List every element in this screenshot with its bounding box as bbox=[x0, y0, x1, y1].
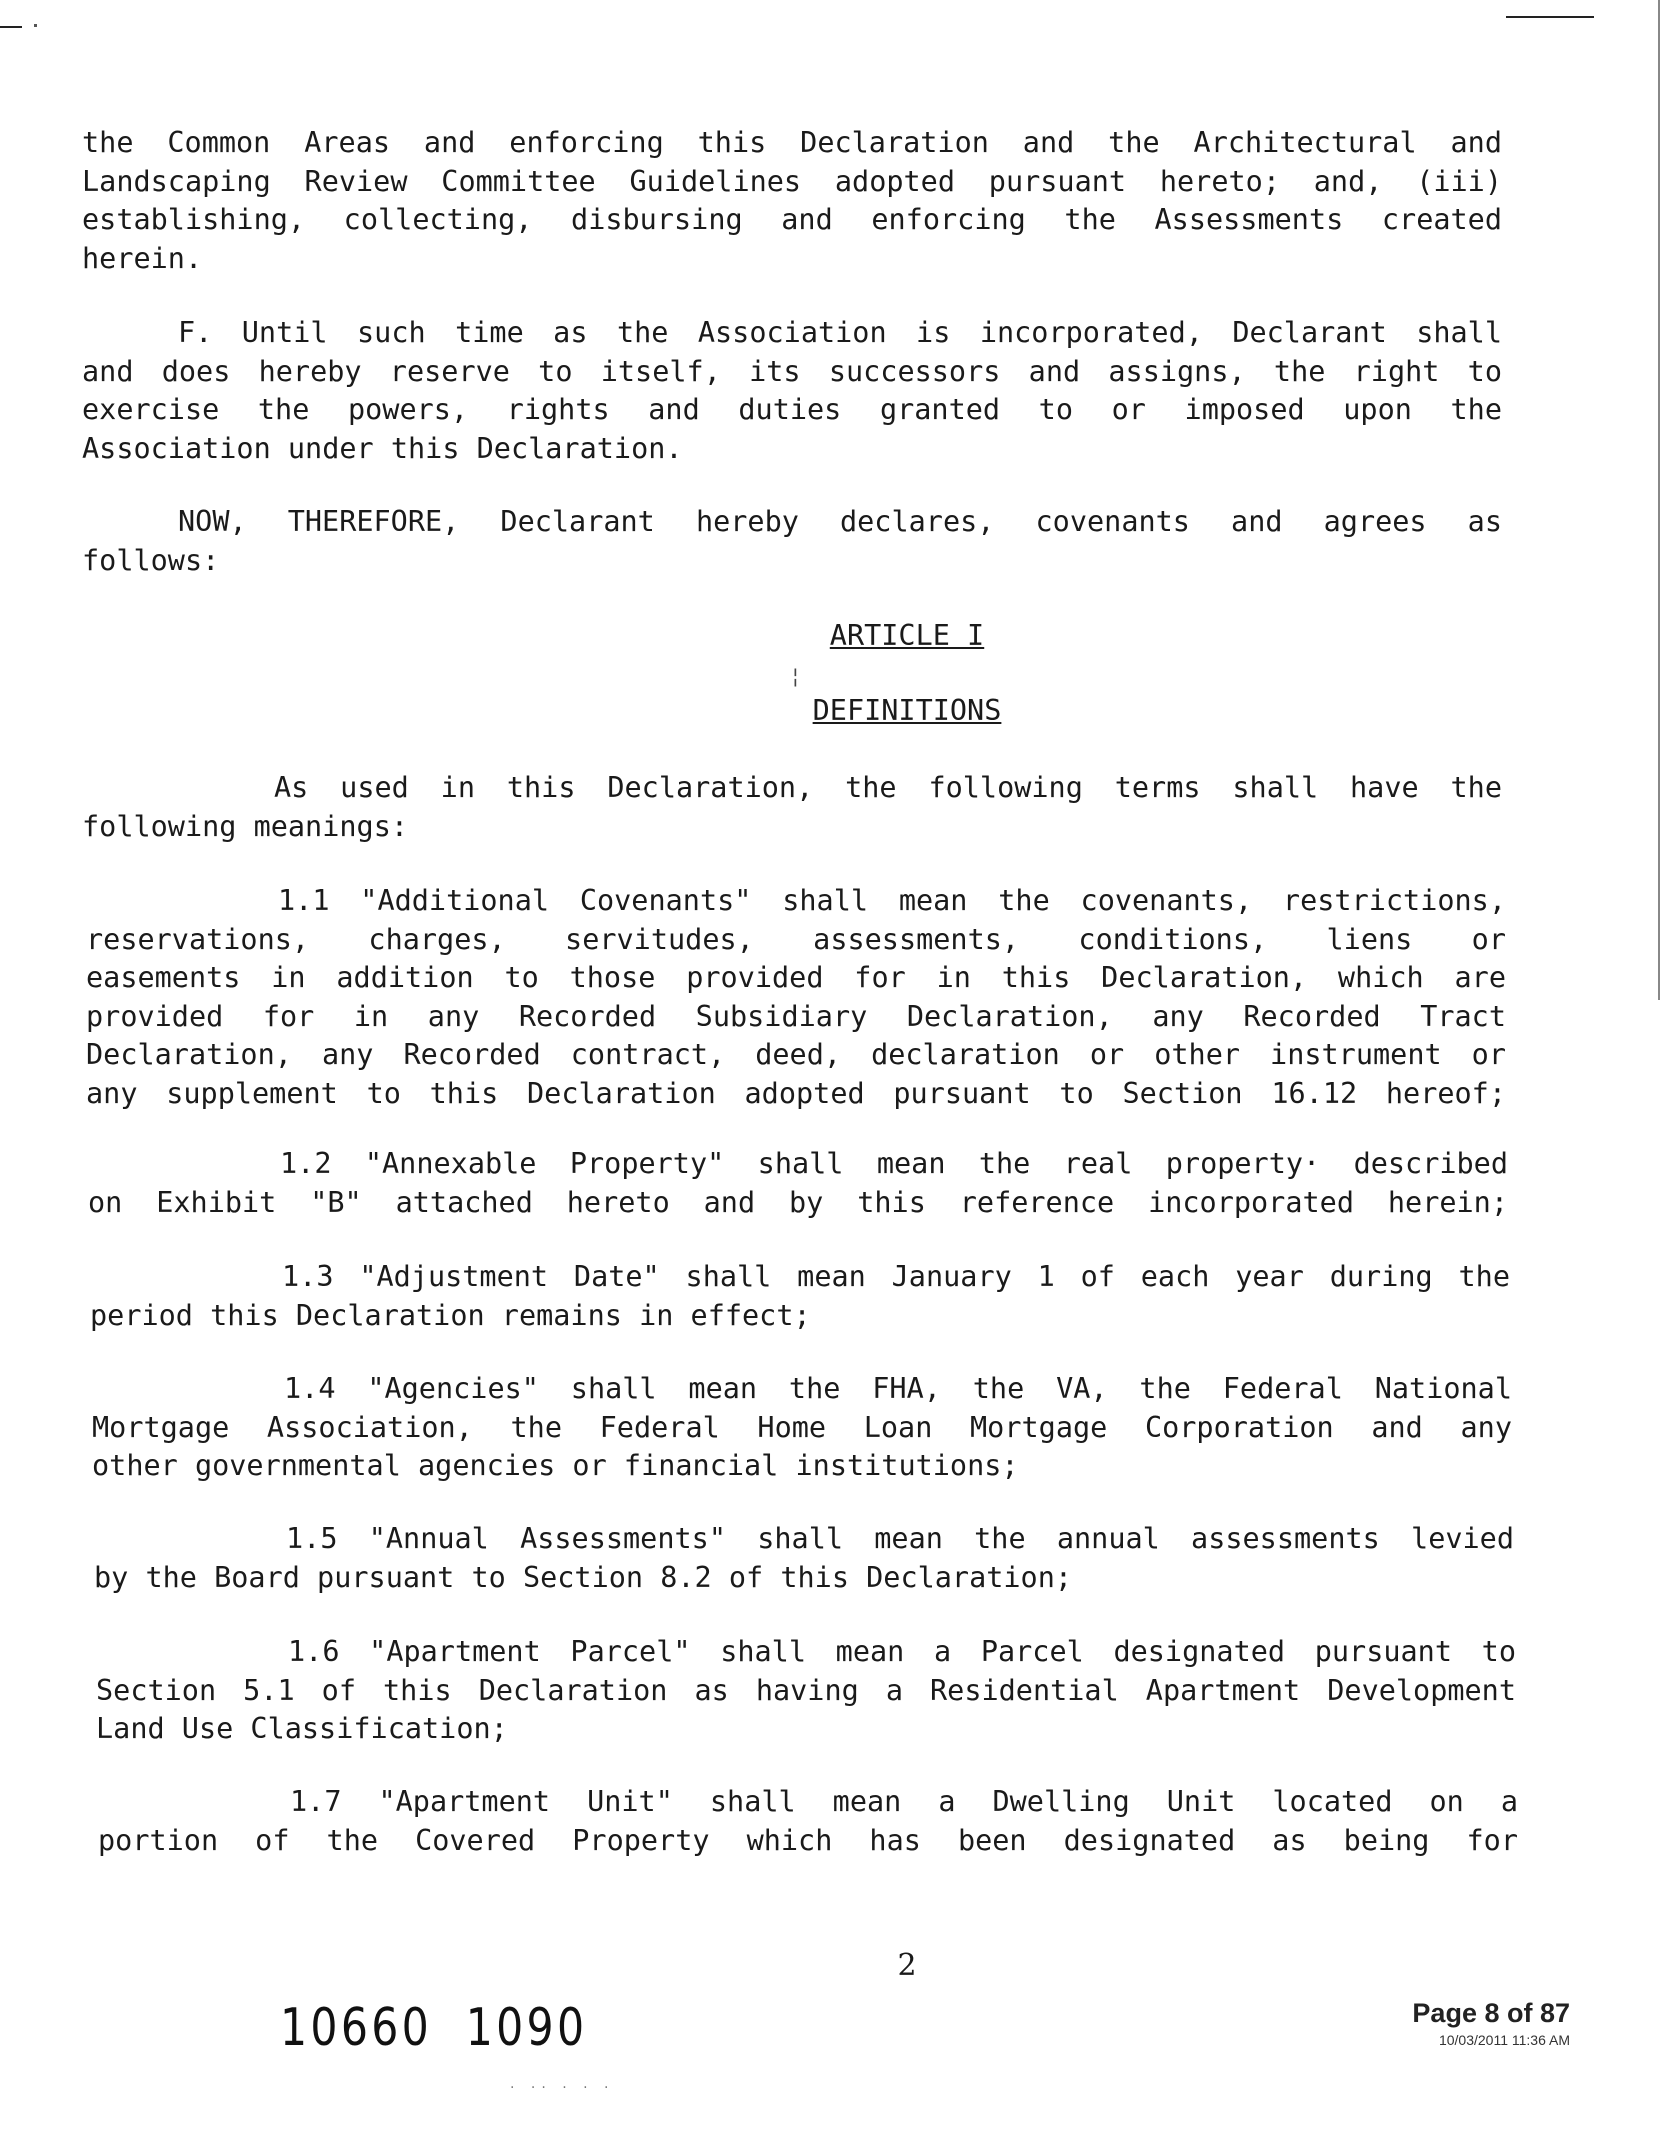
text-line: Land Use Classification; bbox=[96, 1712, 508, 1745]
text-line: and does hereby reserve to itself, its successors and assigns, the right to bbox=[82, 354, 1502, 388]
scan-mark bbox=[0, 26, 22, 28]
text-line: Declaration, any Recorded contract, deed, declaration or other instrument or bbox=[86, 1038, 1506, 1071]
text-line: reservations, charges, servitudes, assessments, conditions, liens or bbox=[86, 922, 1506, 956]
definition-1-4 bbox=[92, 1370, 1512, 1486]
text-line: Section 5.1 of this Declaration as having a Residential Apartment Development bbox=[96, 1673, 1516, 1707]
definition-1-5 bbox=[94, 1520, 1514, 1597]
text-line: 1.2 "Annexable Property" shall mean the real property· described bbox=[280, 1147, 1508, 1180]
record-timestamp: 10/03/2011 11:36 AM bbox=[1438, 2032, 1570, 2048]
scan-mark bbox=[1506, 16, 1594, 18]
text-line: 1.7 "Apartment Unit" shall mean a Dwelling Unit located on a bbox=[290, 1785, 1518, 1818]
text-line: portion of the Covered Property which has been designated as being for bbox=[98, 1823, 1518, 1857]
text-line: easements in addition to those provided for in this Declaration, which are bbox=[86, 961, 1506, 994]
text-line: exercise the powers, rights and duties granted to or imposed upon the bbox=[82, 393, 1502, 426]
text-line: provided for in any Recorded Subsidiary Declaration, any Recorded Tract bbox=[86, 999, 1506, 1033]
text-line: on Exhibit "B" attached hereto and by this reference incorporated herein; bbox=[88, 1185, 1508, 1219]
text-line: Landscaping Review Committee Guidelines adopted pursuant hereto; and, (iii) bbox=[82, 164, 1502, 198]
scan-mark: ¦ bbox=[792, 664, 799, 688]
text-line: establishing, collecting, disbursing and enforcing the Assessments created bbox=[82, 203, 1502, 236]
text-line: herein. bbox=[82, 241, 203, 275]
scan-mark: · ·· · · · bbox=[510, 2080, 615, 2096]
definition-1-3 bbox=[90, 1258, 1510, 1335]
paragraph-continuation bbox=[82, 124, 1502, 278]
page-number: 2 bbox=[897, 1948, 917, 1983]
definition-1-6 bbox=[96, 1633, 1516, 1749]
definition-1-2 bbox=[88, 1145, 1508, 1222]
article-title: DEFINITIONS bbox=[812, 694, 1002, 727]
text-line: follows: bbox=[82, 543, 220, 577]
text-line: other governmental agencies or financial institutions; bbox=[92, 1449, 1019, 1482]
definition-1-1 bbox=[86, 882, 1506, 1113]
text-line: Mortgage Association, the Federal Home Loan Mortgage Corporation and any bbox=[92, 1410, 1512, 1444]
text-line: F. Until such time as the Association is incorporated, Declarant shall bbox=[178, 316, 1502, 349]
text-line: 1.3 "Adjustment Date" shall mean January 1 of each year during the bbox=[282, 1260, 1510, 1293]
paragraph-f bbox=[82, 314, 1502, 468]
text-line: 1.1 "Additional Covenants" shall mean the covenants, restrictions, bbox=[278, 884, 1506, 917]
text-line: following meanings: bbox=[82, 809, 409, 843]
definition-1-7 bbox=[98, 1783, 1518, 1860]
text-line: As used in this Declaration, the following terms shall have the bbox=[274, 771, 1502, 804]
text-line: by the Board pursuant to Section 8.2 of this Declaration; bbox=[94, 1560, 1073, 1594]
text-line: 1.5 "Annual Assessments" shall mean the annual assessments levied bbox=[286, 1522, 1514, 1555]
text-line: 1.4 "Agencies" shall mean the FHA, the VA, the Federal National bbox=[284, 1372, 1512, 1405]
text-line: any supplement to this Declaration adopted pursuant to Section 16.12 hereof; bbox=[86, 1076, 1506, 1110]
article-number: ARTICLE I bbox=[829, 619, 985, 652]
definitions-intro bbox=[82, 769, 1502, 846]
text-line: Association under this Declaration. bbox=[82, 431, 683, 465]
text-line: period this Declaration remains in effect; bbox=[90, 1298, 811, 1332]
page-count: Page 8 of 87 bbox=[1412, 1998, 1570, 2028]
scan-mark bbox=[34, 24, 37, 27]
scan-edge bbox=[1658, 0, 1660, 1000]
paragraph-now-therefore bbox=[82, 503, 1502, 580]
text-line: NOW, THEREFORE, Declarant hereby declares, covenants and agrees as bbox=[178, 505, 1502, 538]
book-page-stamp: 10660 1090 bbox=[280, 1998, 588, 2058]
text-line: the Common Areas and enforcing this Declaration and the Architectural and bbox=[82, 126, 1502, 159]
text-line: 1.6 "Apartment Parcel" shall mean a Parcel designated pursuant to bbox=[288, 1635, 1516, 1668]
